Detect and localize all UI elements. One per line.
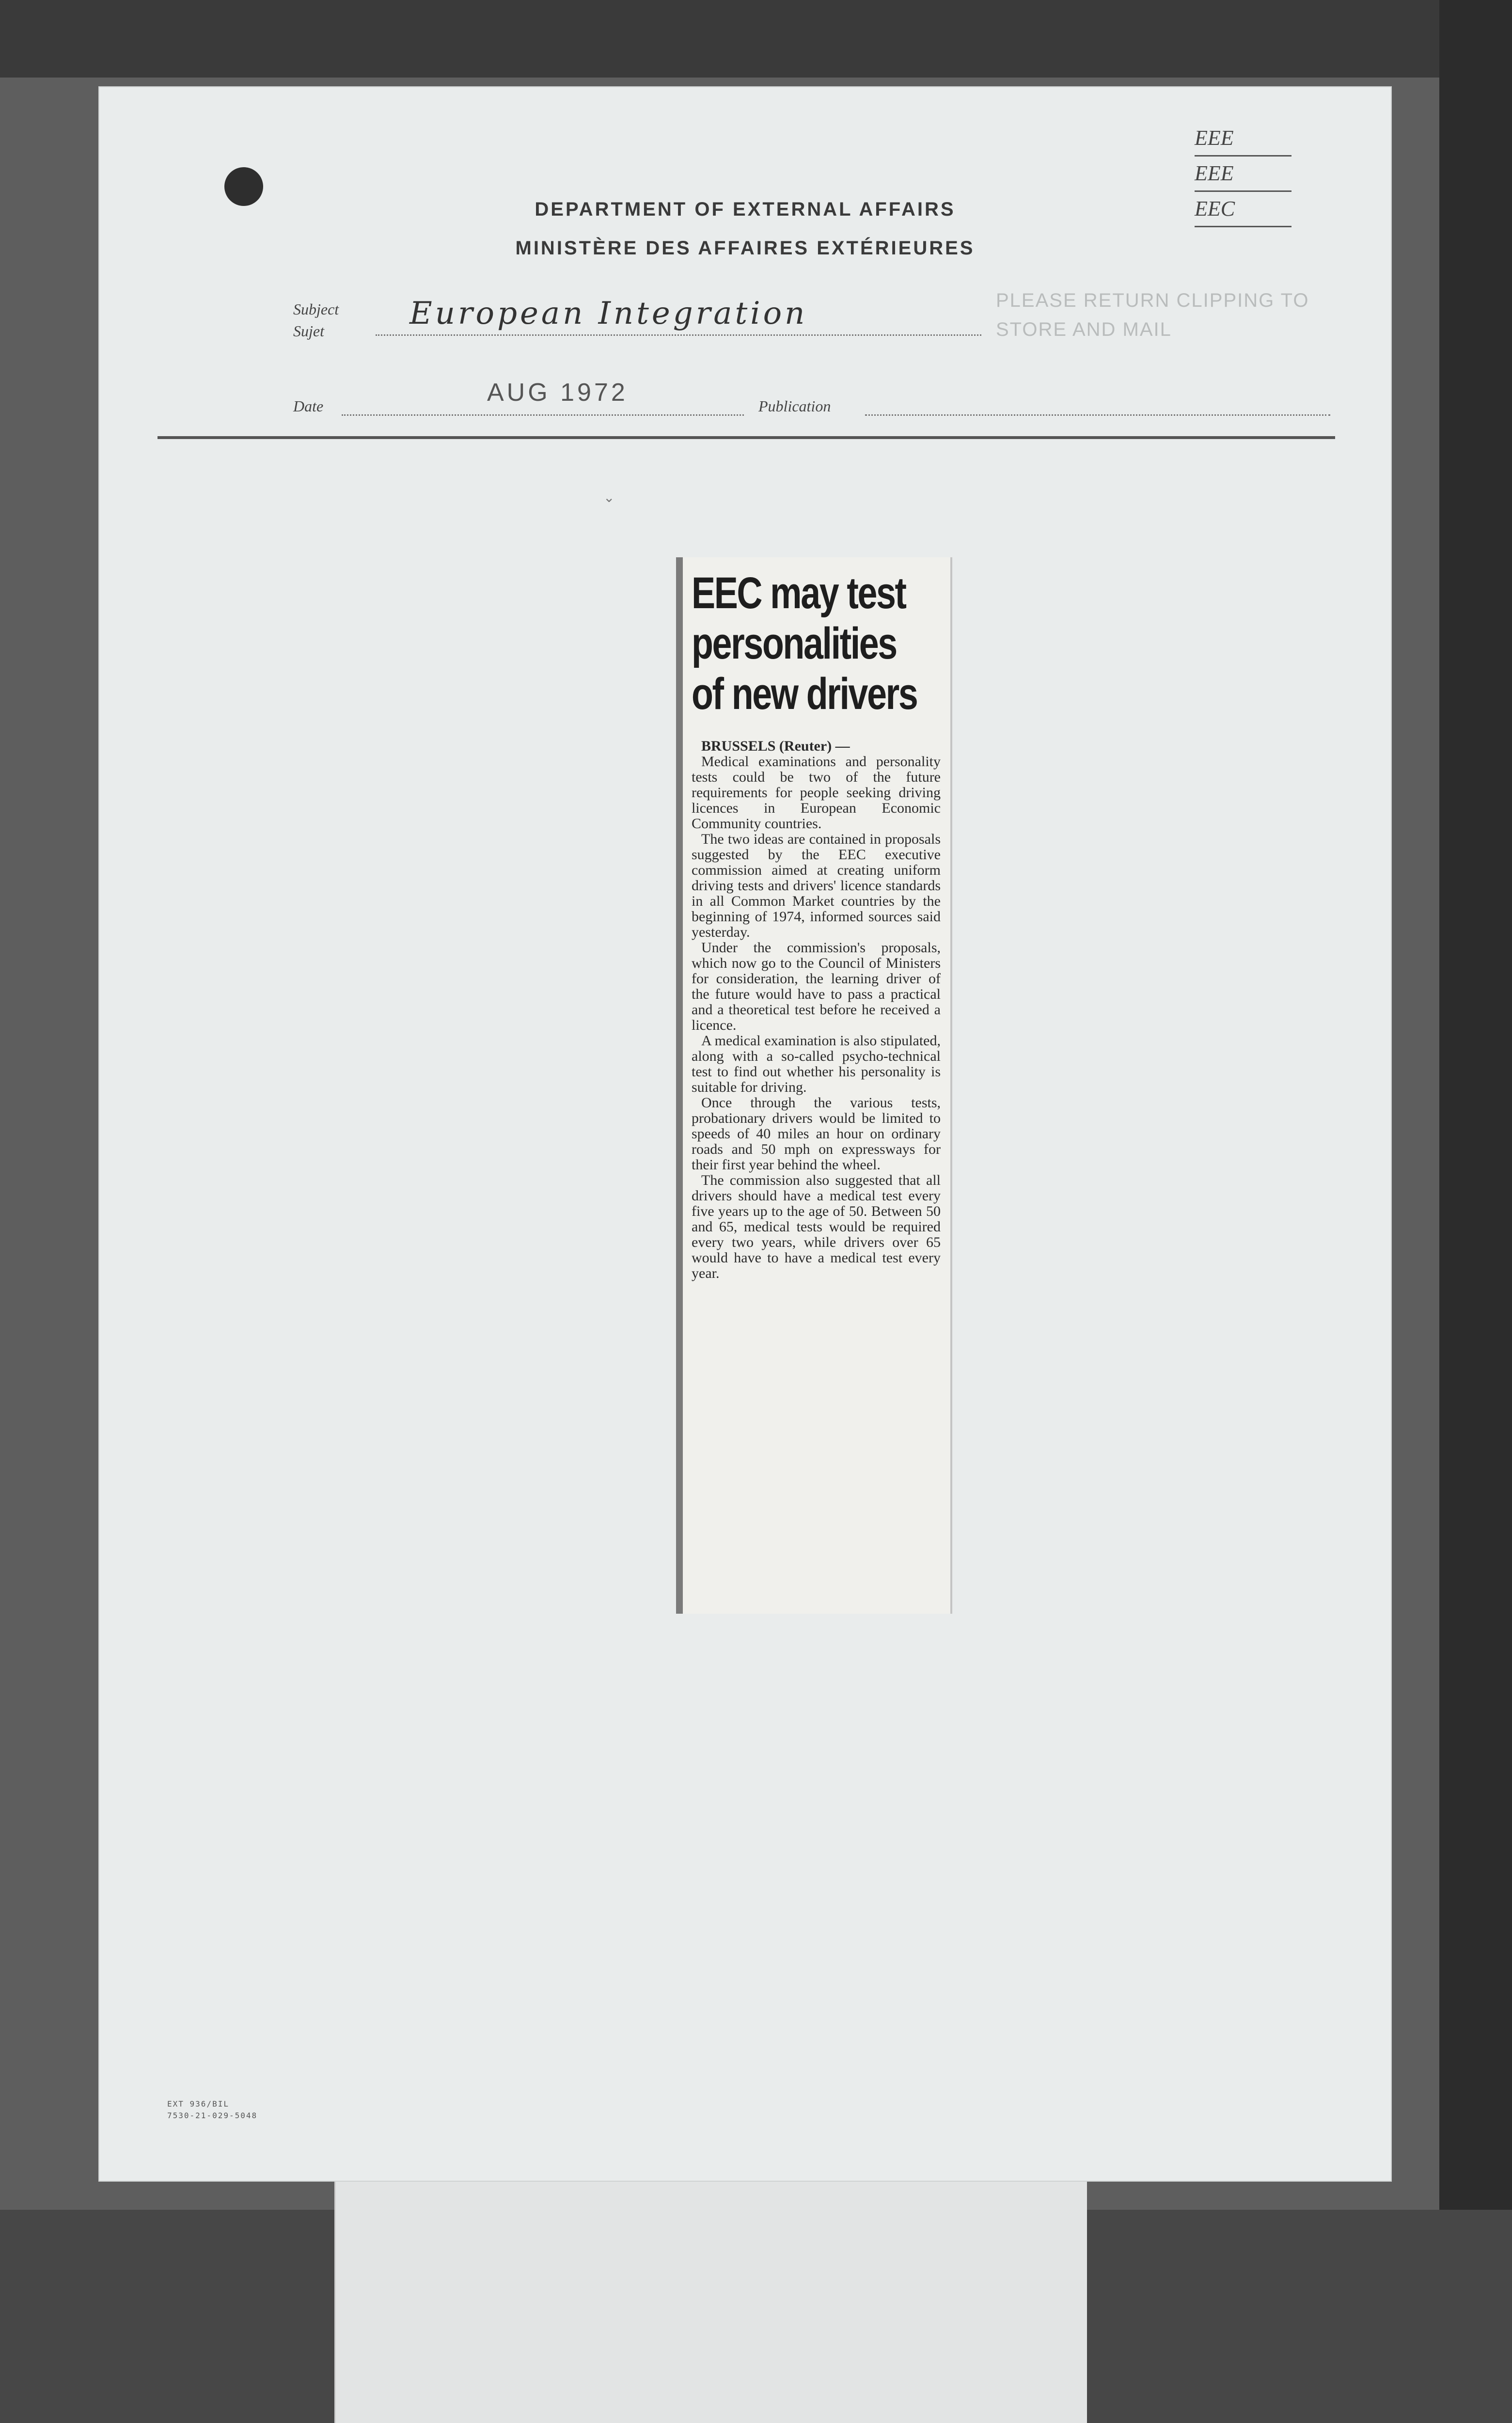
stamp-line: STORE AND MAIL [996,319,1172,340]
dateline: BRUSSELS (Reuter) — [701,738,850,754]
department-title-en: DEPARTMENT OF EXTERNAL AFFAIRS [535,199,956,220]
scan-background-right [1439,0,1512,2423]
stamp-line: PLEASE RETURN CLIPPING TO [996,290,1309,311]
date-stamp-value: AUG 1972 [487,378,628,407]
article-paragraph: A medical examination is also stipulated, along with a so-called psycho-technical test to find out whether his personality is suitable for driving. [692,1033,941,1095]
date-label: Date [293,397,324,415]
department-title-fr: MINISTÈRE DES AFFAIRES EXTÉRIEURES [515,237,975,259]
headline-line: of new drivers [692,669,917,719]
publication-label: Publication [758,397,831,415]
article-paragraph: The two ideas are contained in proposals suggested by the EEC executive commission aimed at creating uniform driving tests and drivers' licence standards in all Common Market countries by the beginning of 1974, informed sources said yesterday. [692,831,941,940]
check-mark: ⌄ [603,489,615,505]
date-dotted-line [342,414,744,416]
clipping-headline [692,568,959,719]
clipping-body [692,739,941,1281]
subject-label: Subject [293,300,339,318]
corner-code: EEC [1195,192,1292,227]
sujet-label: Sujet [293,322,324,340]
folder-tab [334,2181,1087,2423]
article-paragraph: Once through the various tests, probationary drivers would be limited to speeds of 40 miles an hour on ordinary roads and 50 mph on expressways for their first year behind the wheel. [692,1095,941,1173]
article-paragraph: Medical examinations and personality tests could be two of the future requirements for people seeking driving licences in European Economic Community countries. [692,754,941,832]
headline-line: personalities [692,619,897,668]
corner-code: EEE [1195,157,1292,192]
subject-handwritten-value: European Integration [410,296,808,331]
article-paragraph: Under the commission's proposals, which now go to the Council of Ministers for consideration, the learning driver of the future would have to pass a practical and a theoretical test before he received a licence. [692,940,941,1033]
form-footer-code [167,2098,257,2122]
corner-code: EEE [1195,121,1292,157]
return-stamp [996,286,1335,344]
clipping-form-sheet [99,87,1391,2181]
newspaper-clipping [676,557,952,1614]
publication-dotted-line [865,414,1330,416]
scan-background-top [0,0,1512,78]
footer-code-line: 7530-21-029-5048 [167,2111,258,2120]
article-paragraph: The commission also suggested that all drivers should have a medical test every five years up to the age of 50. Between 50 and 65, medical tests would be required every two years, while drivers over 65 would have to have a medical test every year. [692,1172,941,1281]
footer-code-line: EXT 936/BIL [167,2099,229,2108]
subject-dotted-line [376,334,981,336]
headline-line: EEC may test [692,568,906,618]
header-rule [158,436,1335,439]
